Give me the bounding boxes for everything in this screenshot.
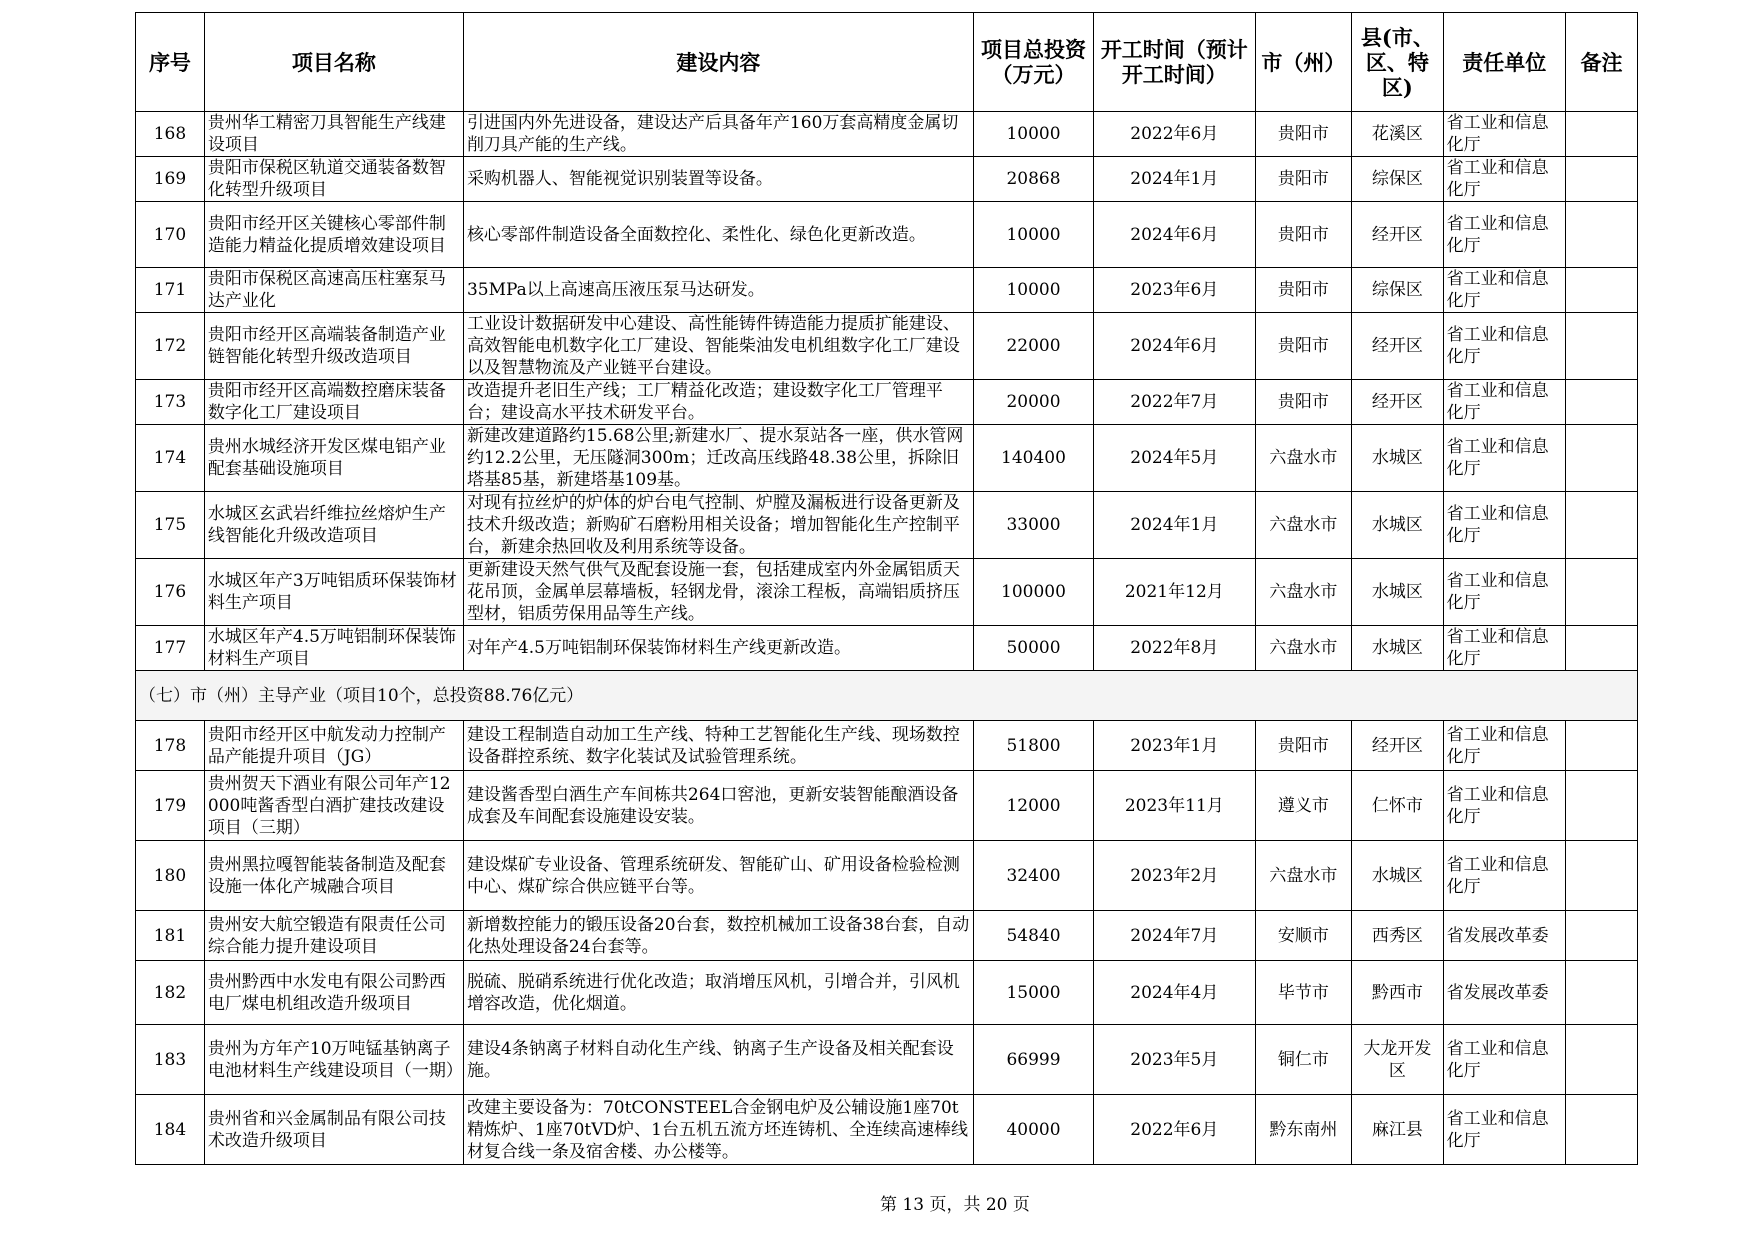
cell-invest: 12000 bbox=[973, 771, 1093, 841]
cell-invest: 33000 bbox=[973, 492, 1093, 559]
cell-invest: 100000 bbox=[973, 559, 1093, 626]
col-header-city: 市（州） bbox=[1255, 13, 1352, 112]
cell-invest: 22000 bbox=[973, 313, 1093, 380]
cell-note bbox=[1565, 559, 1637, 626]
cell-no: 175 bbox=[136, 492, 205, 559]
table-row bbox=[136, 157, 1638, 202]
col-header-note: 备注 bbox=[1565, 13, 1637, 112]
table-row bbox=[136, 1095, 1638, 1165]
table-row bbox=[136, 559, 1638, 626]
cell-content: 改建主要设备为：70tCONSTEEL合金钢电炉及公辅设施1座70t精炼炉、1座70tVD炉、1台五机五流方坯连铸机、全连续高速棒线材复合线一条及宿舍楼、办公楼等。 bbox=[463, 1095, 973, 1165]
cell-unit: 省发展改革委 bbox=[1443, 911, 1565, 961]
cell-no: 179 bbox=[136, 771, 205, 841]
table-row bbox=[136, 492, 1638, 559]
cell-city: 贵阳市 bbox=[1255, 202, 1352, 268]
cell-name: 贵州华工精密刀具智能生产线建设项目 bbox=[204, 112, 463, 157]
cell-content: 建设煤矿专业设备、管理系统研发、智能矿山、矿用设备检验检测中心、煤矿综合供应链平台等。 bbox=[463, 841, 973, 911]
table-row bbox=[136, 380, 1638, 425]
cell-content: 对现有拉丝炉的炉体的炉台电气控制、炉膛及漏板进行设备更新及技术升级改造；新购矿石磨粉用相关设备；增加智能化生产控制平台，新建余热回收及利用系统等设备。 bbox=[463, 492, 973, 559]
col-header-name: 项目名称 bbox=[204, 13, 463, 112]
cell-invest: 20000 bbox=[973, 380, 1093, 425]
col-header-unit: 责任单位 bbox=[1443, 13, 1565, 112]
page-footer: 第 13 页，共 20 页 bbox=[880, 1195, 1030, 1215]
cell-county: 水城区 bbox=[1352, 559, 1443, 626]
cell-county: 麻江县 bbox=[1352, 1095, 1443, 1165]
cell-invest: 66999 bbox=[973, 1025, 1093, 1095]
table-row bbox=[136, 841, 1638, 911]
cell-no: 168 bbox=[136, 112, 205, 157]
col-header-county: 县(市、区、特区) bbox=[1352, 13, 1443, 112]
cell-start: 2024年7月 bbox=[1094, 911, 1255, 961]
cell-city: 贵阳市 bbox=[1255, 313, 1352, 380]
cell-invest: 40000 bbox=[973, 1095, 1093, 1165]
cell-content: 对年产4.5万吨铝制环保装饰材料生产线更新改造。 bbox=[463, 626, 973, 671]
table-row bbox=[136, 112, 1638, 157]
cell-content: 建设4条钠离子材料自动化生产线、钠离子生产设备及相关配套设施。 bbox=[463, 1025, 973, 1095]
cell-county: 综保区 bbox=[1352, 268, 1443, 313]
cell-no: 183 bbox=[136, 1025, 205, 1095]
cell-note bbox=[1565, 380, 1637, 425]
cell-content: 改造提升老旧生产线；工厂精益化改造；建设数字化工厂管理平台；建设高水平技术研发平台。 bbox=[463, 380, 973, 425]
cell-unit: 省工业和信息化厅 bbox=[1443, 112, 1565, 157]
cell-name: 贵州水城经济开发区煤电铝产业配套基础设施项目 bbox=[204, 425, 463, 492]
cell-name: 贵州省和兴金属制品有限公司技术改造升级项目 bbox=[204, 1095, 463, 1165]
cell-name: 贵州黔西中水发电有限公司黔西电厂煤电机组改造升级项目 bbox=[204, 961, 463, 1025]
cell-invest: 10000 bbox=[973, 112, 1093, 157]
cell-no: 171 bbox=[136, 268, 205, 313]
cell-city: 贵阳市 bbox=[1255, 721, 1352, 771]
cell-unit: 省工业和信息化厅 bbox=[1443, 313, 1565, 380]
cell-name: 贵州黑拉嘎智能装备制造及配套设施一体化产城融合项目 bbox=[204, 841, 463, 911]
table-row bbox=[136, 202, 1638, 268]
cell-start: 2021年12月 bbox=[1094, 559, 1255, 626]
cell-unit: 省工业和信息化厅 bbox=[1443, 841, 1565, 911]
cell-no: 184 bbox=[136, 1095, 205, 1165]
cell-unit: 省工业和信息化厅 bbox=[1443, 771, 1565, 841]
table-body-b bbox=[136, 721, 1638, 1165]
cell-content: 35MPa以上高速高压液压泵马达研发。 bbox=[463, 268, 973, 313]
cell-start: 2022年8月 bbox=[1094, 626, 1255, 671]
cell-note bbox=[1565, 841, 1637, 911]
cell-no: 169 bbox=[136, 157, 205, 202]
cell-name: 水城区年产4.5万吨铝制环保装饰材料生产项目 bbox=[204, 626, 463, 671]
cell-county: 水城区 bbox=[1352, 425, 1443, 492]
cell-no: 181 bbox=[136, 911, 205, 961]
cell-content: 工业设计数据研发中心建设、高性能铸件铸造能力提质扩能建设、高效智能电机数字化工厂建设、智能柴油发电机组数字化工厂建设以及智慧物流及产业链平台建设。 bbox=[463, 313, 973, 380]
cell-start: 2023年1月 bbox=[1094, 721, 1255, 771]
cell-city: 贵阳市 bbox=[1255, 268, 1352, 313]
table-row bbox=[136, 721, 1638, 771]
cell-city: 六盘水市 bbox=[1255, 626, 1352, 671]
table-row bbox=[136, 911, 1638, 961]
cell-unit: 省工业和信息化厅 bbox=[1443, 626, 1565, 671]
cell-county: 经开区 bbox=[1352, 202, 1443, 268]
cell-invest: 10000 bbox=[973, 268, 1093, 313]
cell-name: 贵阳市经开区关键核心零部件制造能力精益化提质增效建设项目 bbox=[204, 202, 463, 268]
cell-county: 黔西市 bbox=[1352, 961, 1443, 1025]
cell-county: 水城区 bbox=[1352, 492, 1443, 559]
cell-content: 脱硫、脱硝系统进行优化改造；取消增压风机，引增合并，引风机增容改造，优化烟道。 bbox=[463, 961, 973, 1025]
cell-unit: 省工业和信息化厅 bbox=[1443, 1095, 1565, 1165]
cell-note bbox=[1565, 492, 1637, 559]
cell-content: 更新建设天然气供气及配套设施一套，包括建成室内外金属铝质天花吊顶，金属单层幕墙板，轻钢龙骨，滚涂工程板，高端铝质挤压型材，铝质劳保用品等生产线。 bbox=[463, 559, 973, 626]
cell-content: 建设工程制造自动加工生产线、特种工艺智能化生产线、现场数控设备群控系统、数字化装试及试验管理系统。 bbox=[463, 721, 973, 771]
table-row bbox=[136, 1025, 1638, 1095]
table-row bbox=[136, 961, 1638, 1025]
cell-name: 贵州安大航空锻造有限责任公司综合能力提升建设项目 bbox=[204, 911, 463, 961]
cell-content: 引进国内外先进设备，建设达产后具备年产160万套高精度金属切削刀具产能的生产线。 bbox=[463, 112, 973, 157]
cell-city: 六盘水市 bbox=[1255, 841, 1352, 911]
cell-start: 2024年1月 bbox=[1094, 157, 1255, 202]
table-row bbox=[136, 425, 1638, 492]
cell-unit: 省工业和信息化厅 bbox=[1443, 380, 1565, 425]
cell-invest: 140400 bbox=[973, 425, 1093, 492]
cell-name: 贵阳市经开区高端数控磨床装备数字化工厂建设项目 bbox=[204, 380, 463, 425]
cell-county: 综保区 bbox=[1352, 157, 1443, 202]
cell-city: 安顺市 bbox=[1255, 911, 1352, 961]
cell-county: 水城区 bbox=[1352, 841, 1443, 911]
cell-invest: 51800 bbox=[973, 721, 1093, 771]
cell-name: 贵州为方年产10万吨锰基钠离子电池材料生产线建设项目（一期） bbox=[204, 1025, 463, 1095]
cell-city: 铜仁市 bbox=[1255, 1025, 1352, 1095]
cell-city: 黔东南州 bbox=[1255, 1095, 1352, 1165]
col-header-start: 开工时间（预计开工时间） bbox=[1094, 13, 1255, 112]
cell-note bbox=[1565, 1025, 1637, 1095]
cell-invest: 50000 bbox=[973, 626, 1093, 671]
table-body-a bbox=[136, 112, 1638, 671]
section-row bbox=[136, 671, 1638, 721]
cell-city: 六盘水市 bbox=[1255, 559, 1352, 626]
col-header-content: 建设内容 bbox=[463, 13, 973, 112]
col-header-invest: 项目总投资（万元） bbox=[973, 13, 1093, 112]
cell-unit: 省工业和信息化厅 bbox=[1443, 268, 1565, 313]
cell-unit: 省工业和信息化厅 bbox=[1443, 157, 1565, 202]
cell-content: 采购机器人、智能视觉识别装置等设备。 bbox=[463, 157, 973, 202]
cell-unit: 省工业和信息化厅 bbox=[1443, 559, 1565, 626]
cell-content: 新增数控能力的锻压设备20台套，数控机械加工设备38台套，自动化热处理设备24台套等。 bbox=[463, 911, 973, 961]
cell-unit: 省工业和信息化厅 bbox=[1443, 721, 1565, 771]
cell-name: 贵阳市经开区中航发动力控制产品产能提升项目（JG） bbox=[204, 721, 463, 771]
cell-no: 176 bbox=[136, 559, 205, 626]
cell-city: 贵阳市 bbox=[1255, 112, 1352, 157]
cell-county: 大龙开发区 bbox=[1352, 1025, 1443, 1095]
table-row bbox=[136, 771, 1638, 841]
cell-note bbox=[1565, 112, 1637, 157]
cell-city: 贵阳市 bbox=[1255, 380, 1352, 425]
cell-start: 2023年2月 bbox=[1094, 841, 1255, 911]
table-row bbox=[136, 268, 1638, 313]
cell-city: 毕节市 bbox=[1255, 961, 1352, 1025]
cell-start: 2023年11月 bbox=[1094, 771, 1255, 841]
cell-county: 水城区 bbox=[1352, 626, 1443, 671]
cell-unit: 省工业和信息化厅 bbox=[1443, 1025, 1565, 1095]
cell-no: 170 bbox=[136, 202, 205, 268]
cell-note bbox=[1565, 626, 1637, 671]
cell-start: 2024年4月 bbox=[1094, 961, 1255, 1025]
cell-note bbox=[1565, 721, 1637, 771]
cell-start: 2023年5月 bbox=[1094, 1025, 1255, 1095]
table-row bbox=[136, 626, 1638, 671]
cell-unit: 省工业和信息化厅 bbox=[1443, 492, 1565, 559]
cell-name: 贵阳市保税区轨道交通装备数智化转型升级项目 bbox=[204, 157, 463, 202]
cell-content: 核心零部件制造设备全面数控化、柔性化、绿色化更新改造。 bbox=[463, 202, 973, 268]
cell-no: 182 bbox=[136, 961, 205, 1025]
cell-note bbox=[1565, 268, 1637, 313]
cell-start: 2022年7月 bbox=[1094, 380, 1255, 425]
project-table bbox=[135, 12, 1638, 1165]
cell-content: 新建改建道路约15.68公里;新建水厂、提水泵站各一座，供水管网约12.2公里，无压隧洞300m；迁改高压线路48.38公里，拆除旧塔基85基，新建塔基109基。 bbox=[463, 425, 973, 492]
cell-invest: 10000 bbox=[973, 202, 1093, 268]
cell-no: 178 bbox=[136, 721, 205, 771]
cell-name: 水城区玄武岩纤维拉丝熔炉生产线智能化升级改造项目 bbox=[204, 492, 463, 559]
cell-city: 遵义市 bbox=[1255, 771, 1352, 841]
cell-start: 2024年5月 bbox=[1094, 425, 1255, 492]
cell-start: 2022年6月 bbox=[1094, 112, 1255, 157]
cell-no: 172 bbox=[136, 313, 205, 380]
cell-note bbox=[1565, 911, 1637, 961]
cell-content: 建设酱香型白酒生产车间栋共264口窖池，更新安装智能酿酒设备成套及车间配套设施建设安装。 bbox=[463, 771, 973, 841]
cell-name: 贵阳市经开区高端装备制造产业链智能化转型升级改造项目 bbox=[204, 313, 463, 380]
cell-start: 2024年6月 bbox=[1094, 202, 1255, 268]
cell-county: 经开区 bbox=[1352, 313, 1443, 380]
cell-city: 六盘水市 bbox=[1255, 425, 1352, 492]
cell-unit: 省工业和信息化厅 bbox=[1443, 202, 1565, 268]
cell-name: 贵阳市保税区高速高压柱塞泵马达产业化 bbox=[204, 268, 463, 313]
cell-city: 贵阳市 bbox=[1255, 157, 1352, 202]
cell-note bbox=[1565, 313, 1637, 380]
cell-start: 2023年6月 bbox=[1094, 268, 1255, 313]
cell-county: 花溪区 bbox=[1352, 112, 1443, 157]
col-header-no: 序号 bbox=[136, 13, 205, 112]
cell-no: 174 bbox=[136, 425, 205, 492]
cell-name: 水城区年产3万吨铝质环保装饰材料生产项目 bbox=[204, 559, 463, 626]
cell-note bbox=[1565, 1095, 1637, 1165]
cell-note bbox=[1565, 771, 1637, 841]
cell-unit: 省发展改革委 bbox=[1443, 961, 1565, 1025]
cell-no: 173 bbox=[136, 380, 205, 425]
cell-county: 经开区 bbox=[1352, 380, 1443, 425]
cell-county: 西秀区 bbox=[1352, 911, 1443, 961]
cell-start: 2022年6月 bbox=[1094, 1095, 1255, 1165]
cell-city: 六盘水市 bbox=[1255, 492, 1352, 559]
cell-no: 177 bbox=[136, 626, 205, 671]
cell-invest: 32400 bbox=[973, 841, 1093, 911]
cell-start: 2024年1月 bbox=[1094, 492, 1255, 559]
cell-note bbox=[1565, 425, 1637, 492]
cell-start: 2024年6月 bbox=[1094, 313, 1255, 380]
cell-no: 180 bbox=[136, 841, 205, 911]
cell-name: 贵州贺天下酒业有限公司年产12000吨酱香型白酒扩建技改建设项目（三期） bbox=[204, 771, 463, 841]
cell-county: 仁怀市 bbox=[1352, 771, 1443, 841]
section-title: （七）市（州）主导产业（项目10个，总投资88.76亿元） bbox=[136, 671, 1638, 721]
table-row bbox=[136, 313, 1638, 380]
cell-note bbox=[1565, 157, 1637, 202]
cell-invest: 54840 bbox=[973, 911, 1093, 961]
cell-note bbox=[1565, 961, 1637, 1025]
cell-county: 经开区 bbox=[1352, 721, 1443, 771]
cell-note bbox=[1565, 202, 1637, 268]
cell-unit: 省工业和信息化厅 bbox=[1443, 425, 1565, 492]
header-row bbox=[136, 13, 1638, 112]
cell-invest: 20868 bbox=[973, 157, 1093, 202]
cell-invest: 15000 bbox=[973, 961, 1093, 1025]
